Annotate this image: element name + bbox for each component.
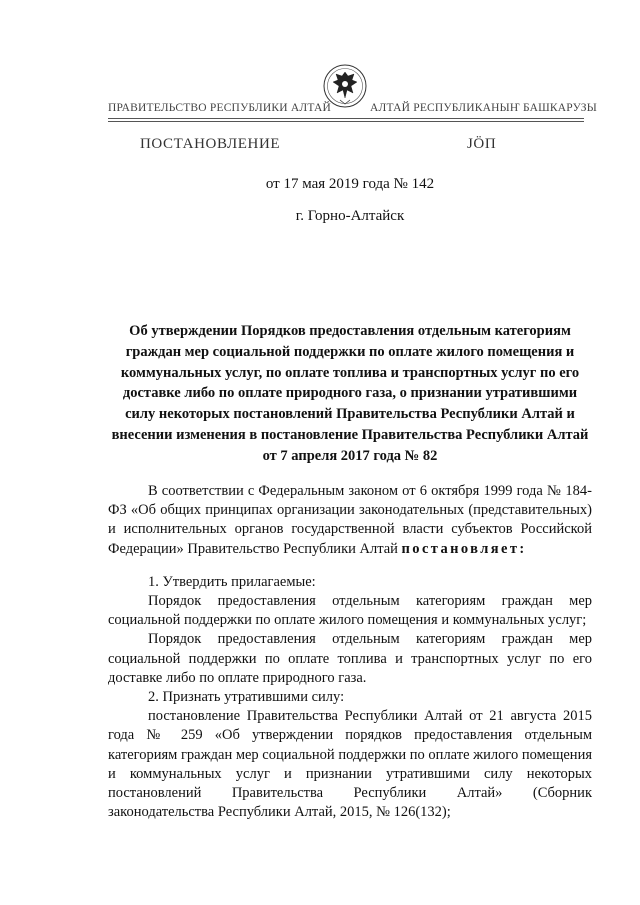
item-1-order-fuel: Порядок предоставления отдельным категориям граждан мер социальной поддержки по оплате топлива и транспортных услуг по его доставке либо по оплате природного газа.	[108, 631, 592, 686]
header-org-ru: ПРАВИТЕЛЬСТВО РЕСПУБЛИКИ АЛТАЙ	[108, 102, 332, 114]
doc-type-alt: JӦП	[467, 136, 497, 152]
header-divider-thin	[108, 121, 584, 122]
item-2-repealed-resolution: постановление Правительства Республики Алтай от 21 августа 2015 года № 259 «Об утверждении порядков предоставления отдельным категориям граждан мер социальной поддержки по оплате жилого помещения и коммунальных услуг и признании утратившими силу некоторых постановлений Правительства Республики Алтай» (Сборник законодательства Республики Алтай, 2015, № 126(132);	[108, 708, 593, 821]
document-city: г. Горно-Алтайск	[295, 208, 405, 224]
header-org-alt: АЛТАЙ РЕСПУБЛИКАНЫҤ БАШКАРУЗЫ	[370, 102, 597, 114]
item-2: 2. Признать утратившими силу:	[148, 689, 345, 706]
document-body	[108, 482, 592, 822]
paragraph-gap	[108, 559, 592, 573]
resolves-word: постановляет:	[401, 540, 527, 557]
header-divider	[108, 118, 584, 119]
doc-type-ru: ПОСТАНОВЛЕНИЕ	[140, 136, 281, 152]
item-1-order-housing: Порядок предоставления отдельным категориям граждан мер социальной поддержки по оплате жилого помещения и коммунальных услуг;	[108, 593, 592, 629]
document-date-number: от 17 мая 2019 года № 142	[265, 176, 435, 192]
preamble-text: В соответствии с Федеральным законом от 6 октября 1999 года № 184-ФЗ «Об общих принципах организации законодательных (представительных) и исполнительных органов государственной власти субъектов Российской Федерации» Правительство Республики Алтай	[108, 483, 592, 557]
preamble-paragraph	[108, 482, 592, 559]
document-title: Об утверждении Порядков предоставления отдельным категориям граждан мер социальной поддержки по оплате жилого помещения и коммунальных услуг, по оплате топлива и транспортных услуг по его доставке либо по оплате природного газа, о признании утратившими силу некоторых постановлений Правительства Республики Алтай и внесении изменения в постановление Правительства Республики Алтай от 7 апреля 2017 года № 82	[111, 323, 589, 464]
item-1: 1. Утвердить прилагаемые:	[148, 573, 316, 590]
